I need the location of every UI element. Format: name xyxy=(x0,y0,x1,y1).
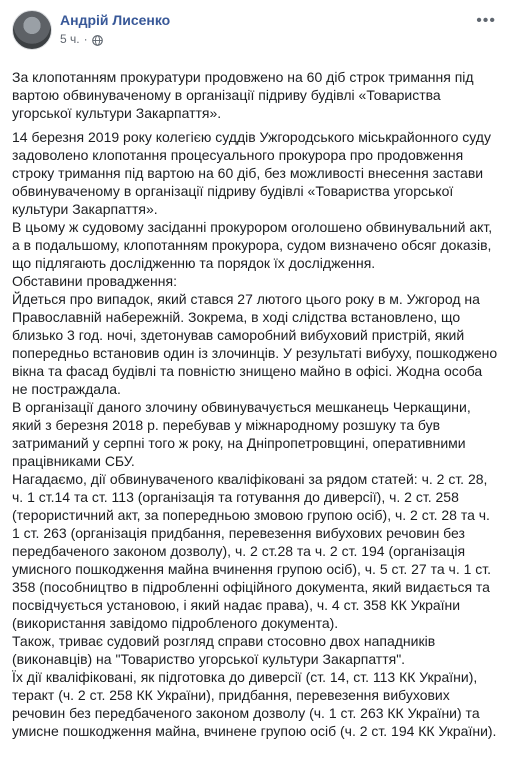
separator-dot: · xyxy=(83,32,88,46)
more-options-icon[interactable]: ••• xyxy=(476,12,496,29)
paragraph-intro: За клопотанням прокуратури продовжено на 60 діб строк тримання під вартою обвинуваченому в організації підриву будівлі «Товариства угорської культури Закарпаття». xyxy=(12,69,474,121)
post-meta xyxy=(60,10,170,47)
paragraph-charges: Нагадаємо, дії обвинуваченого кваліфіковані за рядом статей: ч. 2 ст. 28, ч. 1 ст.14 та ст. 113 (організація та готування до диверсії), ч. 2 ст. 258 (терористичний акт, за попередньою змовою групою осіб), ч. 2 ст. 28 та ч. 1 ст. 263 (організація придбання, перевезення вибухових речовин без передбаченого законом дозволу), ч. 2 ст.28 та ч. 2 ст. 194 (організація умисного пошкодження майна вчинення групою осіб), ч. 5 ст. 27 та ч. 1 ст. 358 (пособництво в підробленні офіційного документа, який видається та посвідчується установою, і який надає права), ч. 4 ст. 358 КК України (використання завідомо підробленого документа). xyxy=(12,471,492,631)
paragraph-trial: Також, триває судовий розгляд справи стосовно двох нападників (виконавців) на "Товариство угорської культури Закарпаття". xyxy=(12,633,436,667)
paragraph-circumstances-heading: Обставини провадження: xyxy=(12,273,177,289)
post-subline xyxy=(60,31,170,47)
paragraph-qualification: Їх дії кваліфіковані, як підготовка до диверсії (ст. 14, ст. 113 КК України), теракт (ч. 2 ст. 258 КК України), придбання, перевезення вибухових речовин без передбаченого законом дозволу (ч. 1 ст. 263 КК України) та умисне пошкодження майна, вчинене групою осіб (ч. 2 ст. 194 КК України). xyxy=(12,669,497,739)
post-body xyxy=(12,68,498,740)
avatar[interactable] xyxy=(12,10,52,50)
globe-icon[interactable] xyxy=(92,34,103,45)
paragraph-suspect: В організації даного злочину обвинувачується мешканець Черкащини, який з березня 2018 р. перебував у міжнародному розшуку та був затриманий у серпні того ж року, на Дніпропетровщині, оперативними працівниками СБУ. xyxy=(12,399,471,469)
paragraph-incident: Йдеться про випадок, який стався 27 лютого цього року в м. Ужгород на Православній набережній. Зокрема, в ході слідства встановлено, що близько 3 год. ночі, здетонував саморобний вибуховий пристрій, який попередньо встановив один із злочинців. У результаті вибуху, пошкоджено вікна та фасад будівлі та повністю знищено майно в офісі. Жодна особа не постраждала. xyxy=(12,291,498,397)
paragraph-indictment: В цьому ж судовому засіданні прокурором оголошено обвинувальний акт, а в подальшому, клопотанням прокурора, судом визначено обсяг доказів, що підлягають дослідженню та порядок їх дослідження. xyxy=(12,219,493,271)
paragraph-court-decision: 14 березня 2019 року колегією суддів Ужгородського міськрайонного суду задоволено клопотання процесуального прокурора про продовження строку тримання під вартою на 60 діб, без можливості внесення застави обвинуваченому в організації підриву будівлі «Товариства угорської культури Закарпаття». xyxy=(12,129,491,217)
post-header xyxy=(12,10,498,56)
post-timestamp[interactable]: 5 ч. xyxy=(60,32,80,46)
author-name-link[interactable]: Андрій Лисенко xyxy=(60,12,171,28)
